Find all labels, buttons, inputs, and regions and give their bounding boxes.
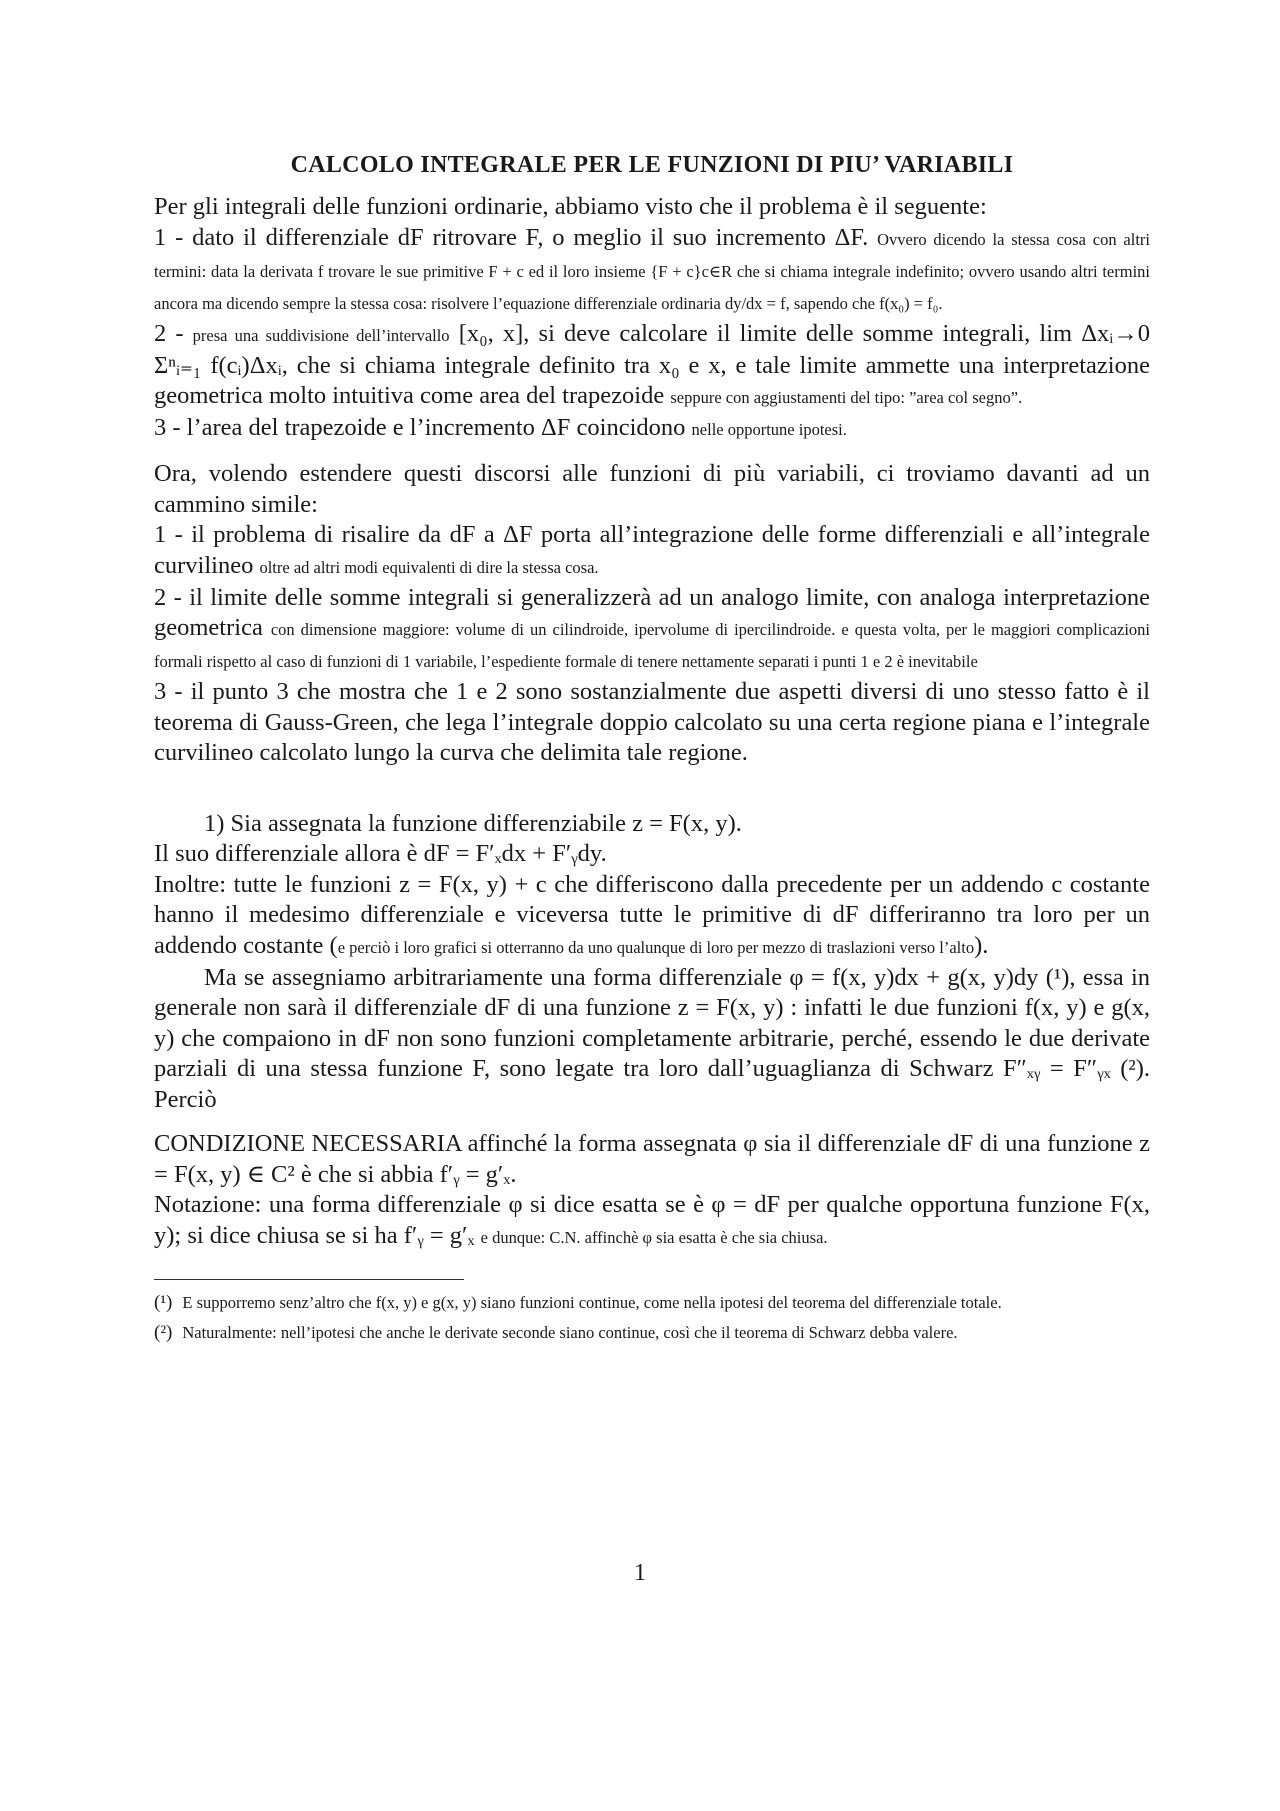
section3-p1: 1) Sia assegnata la funzione differenziabile z = F(x, y). [204, 809, 742, 837]
section3-p2: Il suo differenziale allora è dF = F′ₓdx + F′ᵧdy. [154, 840, 607, 867]
footnote-1-mark: (¹) [154, 1291, 173, 1313]
section-differential-forms [154, 809, 1150, 1253]
section1-item3-small: nelle opportune ipotesi. [691, 420, 847, 439]
section1-item2-lead: 2 - [154, 319, 184, 347]
section1-item1 [154, 223, 1150, 319]
section-multivariable [154, 459, 1150, 769]
footnote-2-text: Naturalmente: nell’ipotesi che anche le derivate seconde siano continue, così che il teorema di Schwarz debba valere. [182, 1322, 958, 1342]
footnote-1 [154, 1288, 1150, 1318]
section2-item3: 3 - il punto 3 che mostra che 1 e 2 sono sostanzialmente due aspetti diversi di uno stesso fatto è il teorema di Gauss-Green, che lega l’integrale doppio calcolato su una certa regione piana e l’integrale curvilineo calcolato lungo la curva che delimita tale regione. [154, 678, 1150, 766]
section1-item2-small: presa una suddivisione dell’intervallo [192, 325, 450, 345]
section1-item3-main: 3 - l’area del trapezoide e l’incremento ΔF coincidono [154, 414, 686, 441]
section2-item2 [154, 583, 1150, 678]
section2-intro: Ora, volendo estendere questi discorsi alle funzioni di più variabili, ci troviamo davanti ad un cammino simile: [154, 460, 1150, 518]
section1-item1-main: 1 - dato il differenziale dF ritrovare F, o meglio il suo incremento ΔF. [154, 223, 869, 251]
section-ordinary-integrals [154, 192, 1150, 445]
section3-p6 [154, 1190, 1150, 1253]
section3-p4: Ma se assegniamo arbitrariamente una forma differenziale φ = f(x, y)dx + g(x, y)dy (¹), essa in generale non sarà il differenziale dF di una funzione z = F(x, y) : infatti le due funzioni f(x, y) e g(x, y) che compaiono in dF non sono funzioni completamente arbitrarie, perché, essendo le due derivate parziali di una stessa funzione F, sono legate tra loro dall’uguaglianza di Schwarz F″ₓᵧ = F″ᵧₓ (²). Perciò [154, 963, 1150, 1113]
page-title: CALCOLO INTEGRALE PER LE FUNZIONI DI PIU’ VARIABILI [290, 152, 1014, 178]
section2-item1-small: oltre ad altri modi equivalenti di dire la stessa cosa. [259, 557, 599, 577]
section1-item3 [154, 413, 1150, 445]
section1-item2 [154, 319, 1150, 414]
page-body [154, 150, 1150, 1348]
section3-p3 [154, 870, 1150, 963]
footnote-1-text: E supporremo senz’altro che f(x, y) e g(x, y) siano funzioni continue, come nella ipotesi del teorema del differenziale totale. [182, 1292, 1002, 1312]
footnote-2-mark: (²) [154, 1321, 173, 1343]
section1-item1-small: Ovvero dicendo la stessa cosa con altri termini: data la derivata f trovare le sue primitive F + c ed il loro insieme {F + c}c∈R che si chiama integrale indefinito; ovvero usando altri termini ancora ma dicendo sempre la stessa cosa: risolvere l’equazione differenziale ordinaria dy/dx = f, sapendo che f(x₀) = f₀. [154, 229, 1151, 313]
section1-item2-tail: seppure con aggiustamenti del tipo: ”area col segno”. [670, 388, 1023, 407]
section3-p3-main: Inoltre: tutte le funzioni z = F(x, y) + c che differiscono dalla precedente per un addendo c costante hanno il medesimo differenziale e viceversa tutte le primitive di dF differiranno tra loro per un addendo costante ( [154, 870, 1150, 959]
section3-p6-small: e dunque: C.N. affinchè φ sia esatta è che sia chiusa. [480, 1227, 828, 1247]
section1-intro: Per gli integrali delle funzioni ordinarie, abbiamo visto che il problema è il seguente: [154, 193, 987, 220]
section3-p6-main: Notazione: una forma differenziale φ si dice esatta se è φ = dF per qualche opportuna funzione F(x, y); si dice chiusa se si ha f′ᵧ = g′ₓ [154, 1191, 1150, 1249]
section3-p3-end: ). [974, 931, 989, 959]
section2-item1-main: 1 - il problema di risalire da dF a ΔF porta all’integrazione delle forme differenziali e all’integrale curvilineo [154, 521, 1150, 579]
section2-item2-small: con dimensione maggiore: volume di un cilindroide, ipervolume di ipercilindroide. e questa volta, per le maggiori complicazioni formali rispetto al caso di funzioni di 1 variabile, l’espediente formale di tenere nettamente separati i punti 1 e 2 è inevitabile [154, 620, 1151, 671]
page-number: 1 [634, 1560, 646, 1586]
section2-item1 [154, 520, 1150, 583]
footnote-2 [154, 1318, 1150, 1348]
footnote-divider [154, 1279, 464, 1280]
section2-item2-main: 2 - il limite delle somme integrali si generalizzerà ad un analogo limite, con analoga interpretazione geometrica [154, 583, 1150, 641]
section1-item2-main: [x₀, x], si deve calcolare il limite delle somme integrali, lim Δxᵢ→0 Σⁿᵢ₌₁ f(cᵢ)Δxᵢ, che si chiama integrale definito tra x₀ e x, e tale limite ammette una interpretazione geometrica molto intuitiva come area del trapezoide [154, 319, 1150, 409]
section3-p3-small: e perciò i loro grafici si otterranno da uno qualunque di loro per mezzo di traslazioni verso l’alto [337, 937, 975, 957]
footnotes [154, 1288, 1150, 1348]
section3-p5: CONDIZIONE NECESSARIA affinché la forma assegnata φ sia il differenziale dF di una funzione z = F(x, y) ∈ C² è che si abbia f′ᵧ = g′ₓ. [154, 1130, 1150, 1188]
